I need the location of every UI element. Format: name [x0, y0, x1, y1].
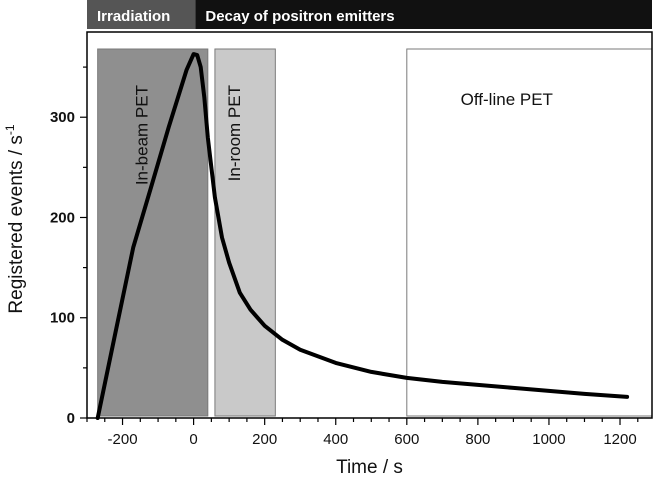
region-label-0: In-beam PET: [132, 85, 152, 186]
region-box-0: [98, 49, 208, 416]
y-tick-label: 100: [49, 309, 75, 327]
y-axis-title-superscript: -1: [3, 124, 17, 136]
x-tick-label: 1200: [603, 431, 637, 448]
x-axis-title: Time / s: [336, 457, 403, 478]
region-box-1: [215, 49, 275, 416]
phase-label-1: Decay of positron emitters: [205, 8, 395, 25]
region-label-1: In-room PET: [225, 85, 245, 182]
y-tick-label: 200: [49, 209, 75, 227]
measurement-regions: [98, 49, 652, 416]
x-tick-label: 800: [465, 431, 491, 448]
x-tick-label: 200: [252, 431, 278, 448]
x-tick-label: 600: [394, 431, 420, 448]
x-tick-label: 1000: [532, 431, 566, 448]
y-axis-title: Registered events / $s^{-1}$: [3, 124, 27, 314]
y-tick-label: 300: [49, 109, 75, 127]
phase-label-0: Irradiation: [97, 8, 171, 25]
phase-bar: [87, 0, 652, 29]
x-tick-label: 0: [189, 431, 198, 448]
x-tick-label: 400: [323, 431, 349, 448]
y-tick-label: 0: [66, 410, 75, 427]
x-tick-label: -200: [107, 431, 138, 448]
region-label-2: Off-line PET: [460, 90, 553, 109]
